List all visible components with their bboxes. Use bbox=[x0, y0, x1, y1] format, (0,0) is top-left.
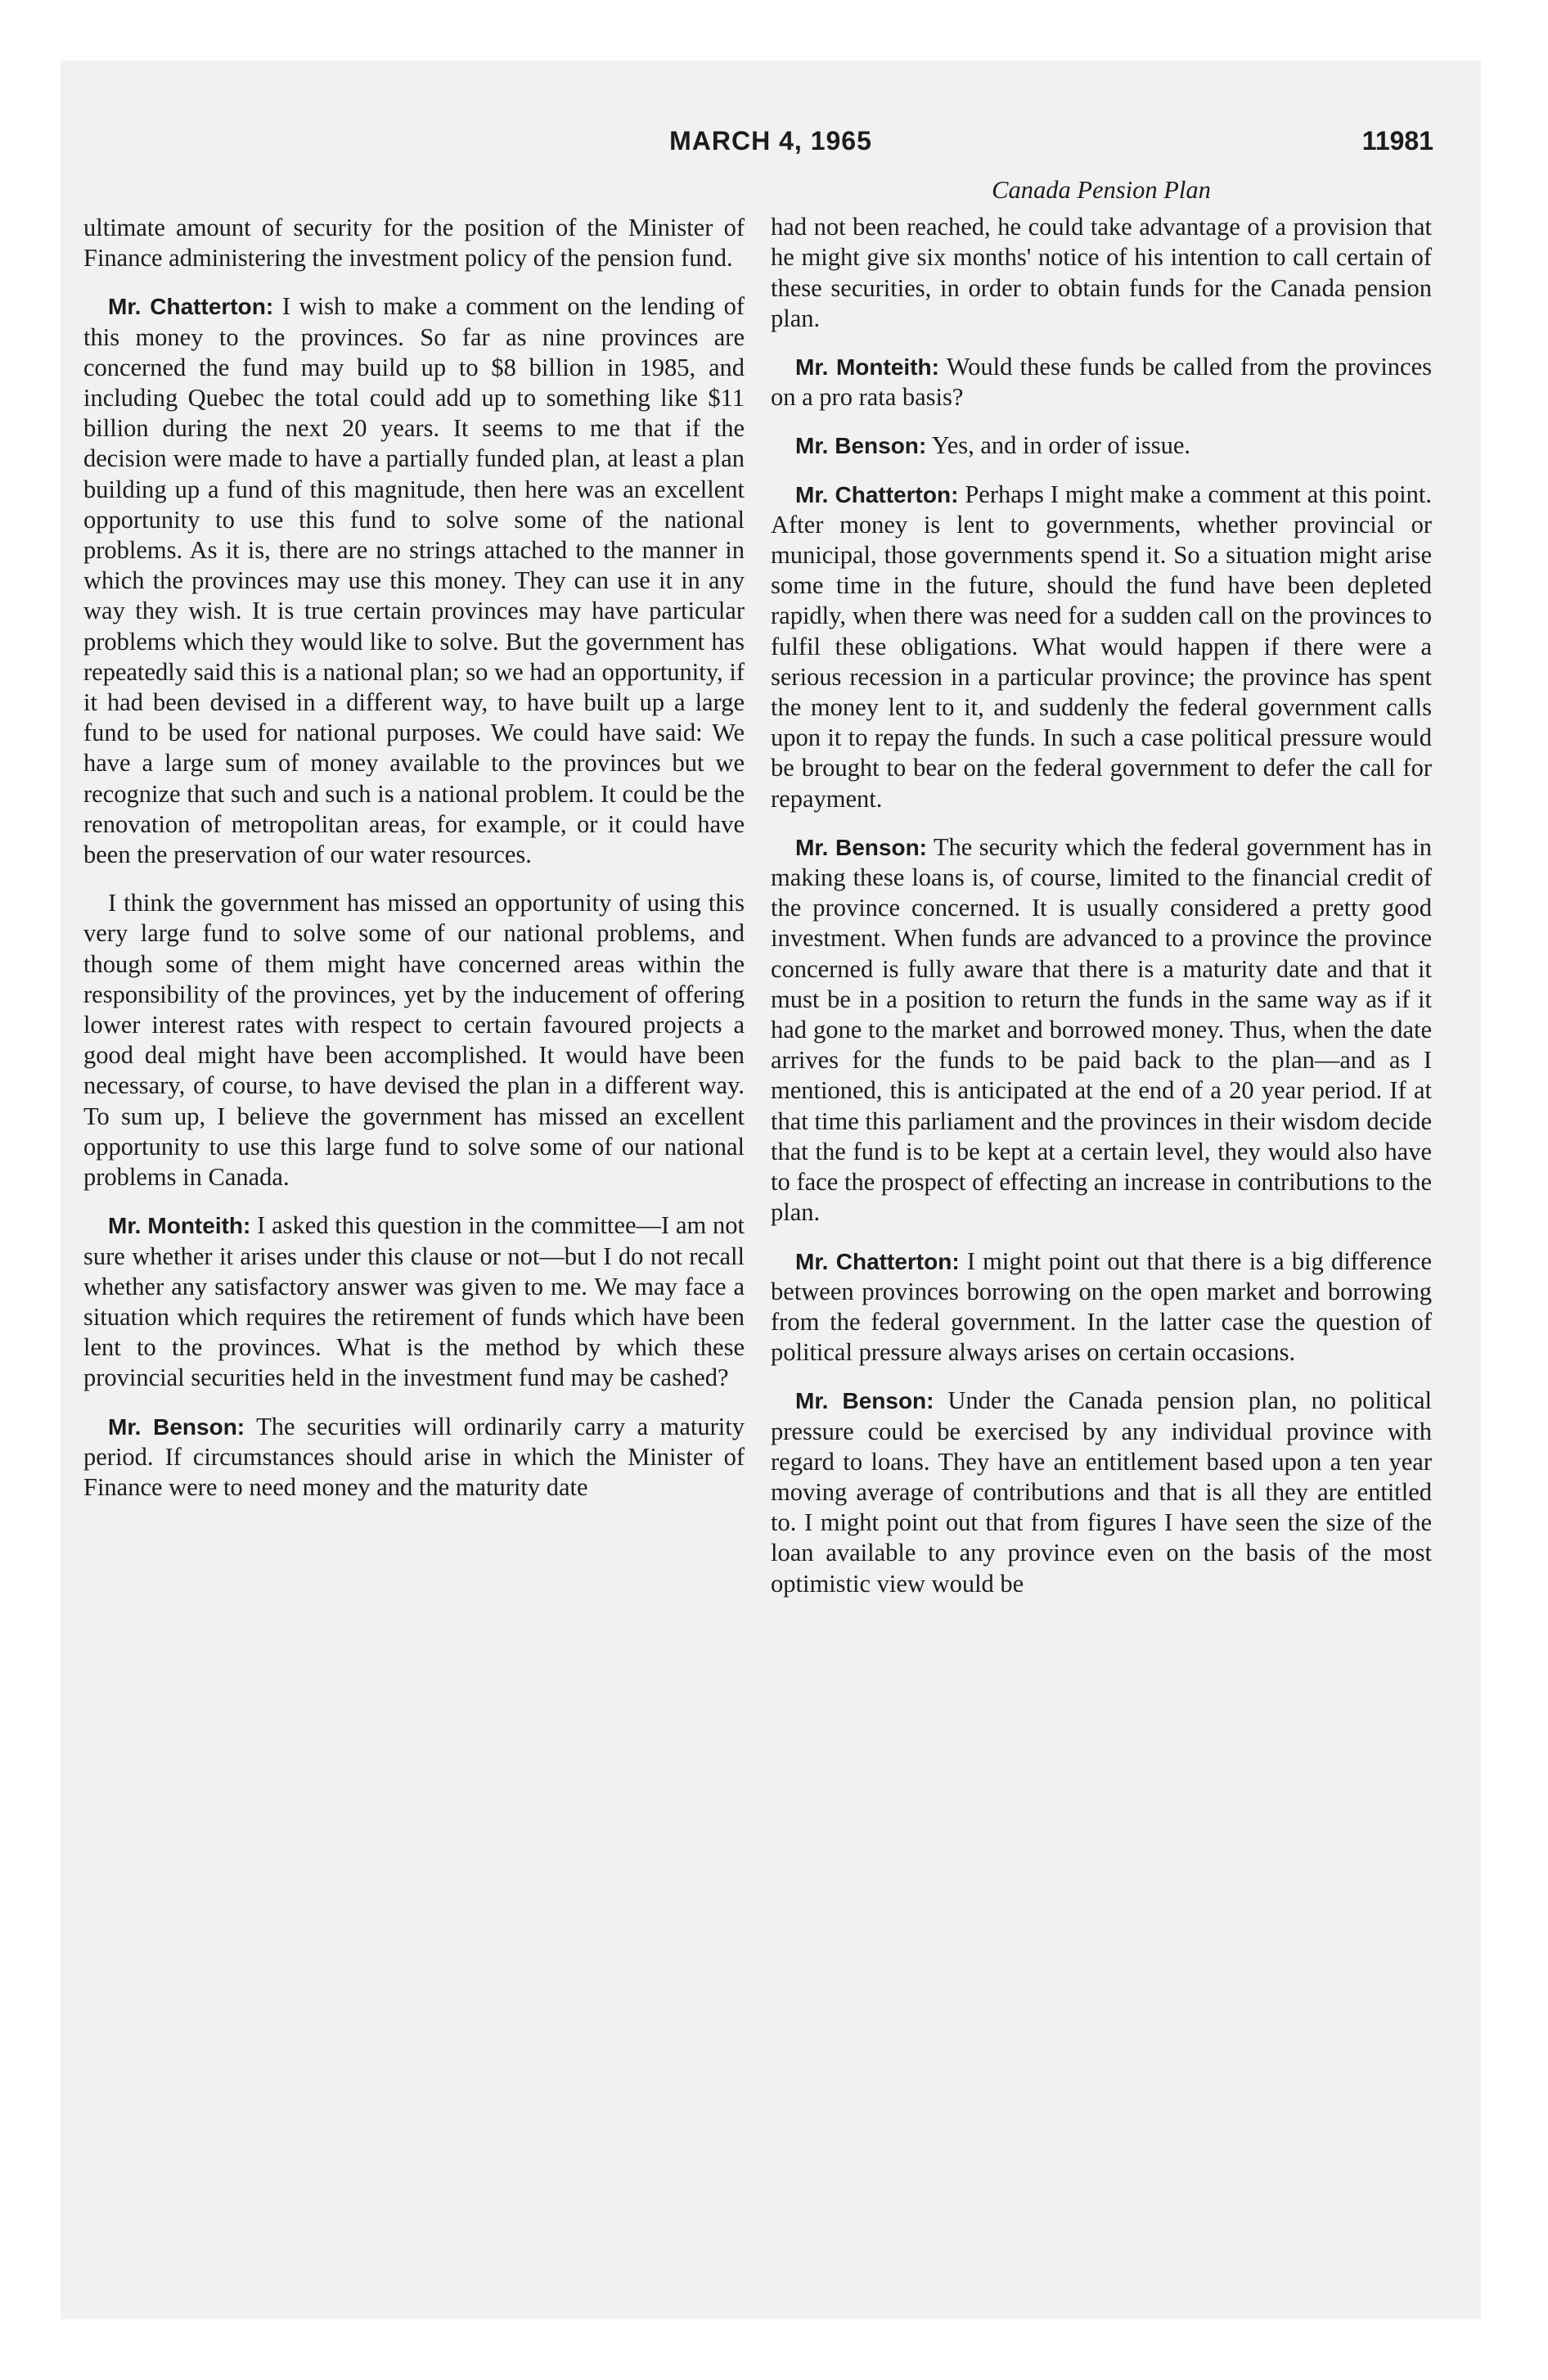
page-number: 11981 bbox=[1361, 126, 1433, 156]
speech-paragraph bbox=[771, 1246, 1432, 1368]
speaker-name: Mr. Monteith: bbox=[108, 1213, 251, 1239]
speaker-name: Mr. Benson: bbox=[795, 1388, 934, 1414]
speaker-name: Mr. Benson: bbox=[795, 834, 927, 860]
speech-paragraph bbox=[771, 430, 1432, 461]
hansard-page bbox=[61, 61, 1481, 2319]
speech-text: Yes, and in order of issue. bbox=[931, 431, 1191, 460]
running-title: Canada Pension Plan bbox=[992, 176, 1211, 204]
speech-text: Would these funds be called from the provinces on a pro rata basis? bbox=[771, 353, 1432, 412]
paragraph bbox=[83, 213, 745, 273]
speaker-name: Mr. Benson: bbox=[108, 1413, 245, 1440]
speech-text: I might point out that there is a big difference between provinces borrowing on the open market and borrowing from the federal government. In the latter case the question of political pressure always arises on certain occasions. bbox=[771, 1246, 1433, 1367]
speaker-name: Mr. Chatterton: bbox=[795, 481, 959, 507]
speaker-name: Mr. Benson: bbox=[795, 433, 927, 459]
paragraph bbox=[771, 212, 1432, 334]
speech-paragraph bbox=[771, 480, 1432, 814]
paragraph-text: ultimate amount of security for the position of the Minister of Finance administering the investment policy of the pension fund. bbox=[83, 214, 745, 273]
speech-text: I asked this question in the committee—I am not sure whether it arises under this clause or not—but I do not recall whether any satisfactory answer was given to me. We may face a situation which requires the retirement of funds which have been lent to the provinces. What is the method by which these provincial securities held in the investment fund may be cashed? bbox=[83, 1211, 745, 1392]
speech-text: I wish to make a comment on the lending of this money to the provinces. So far as nine provinces are concerned the fund may build up to $8 billion in 1985, and including Quebec the total could add up to something like $11 billion during the next 20 years. It seems to me that if the decision were made to have a partially funded plan, at least a plan building up a fund of this magnitude, then here was an excellent opportunity to use this fund to solve some of the national problems. As it is, there are no strings attached to the manner in which the provinces may use this money. They can use it in any way they wish. It is true certain provinces may have particular problems which they would like to solve. But the government has repeatedly said this is a national plan; so we had an opportunity, if it had been devised in a different way, to have built up a large fund to be used for national purposes. We could have said: We have a large sum of money available to the provinces but we recognize that such and such is a national problem. It could be the renovation of metropolitan areas, for example, or it could have been the preservation of our water resources. bbox=[83, 292, 745, 869]
paragraph-text: I think the government has missed an opportunity of using this very large fund to solve some of our national problems, and though some of them might have concerned areas within the responsibility of the provinces, yet by the inducement of offering lower interest rates with respect to certain favoured projects a good deal might have been accomplished. It would have been necessary, of course, to have devised the plan in a different way. To sum up, I believe the government has missed an excellent opportunity to use this large fund to solve some of our national problems in Canada. bbox=[83, 889, 745, 1192]
speech-paragraph bbox=[771, 352, 1432, 412]
paragraph-text: had not been reached, he could take advantage of a provision that he might give six months' notice of his intention to call certain of these securities, in order to obtain funds for the Canada pension plan. bbox=[771, 213, 1432, 332]
speech-paragraph bbox=[83, 291, 745, 870]
speaker-name: Mr. Chatterton: bbox=[108, 294, 274, 320]
page-header bbox=[61, 126, 1481, 167]
speech-paragraph bbox=[771, 832, 1432, 1228]
left-column bbox=[83, 213, 745, 1521]
speech-paragraph bbox=[83, 1412, 745, 1503]
speaker-name: Mr. Chatterton: bbox=[795, 1248, 960, 1274]
paragraph bbox=[83, 888, 745, 1192]
speech-text: The security which the federal government has in making these loans is, of course, limited to the financial credit of the province concerned. It is usually considered a pretty good investment. When funds are advanced to a province the province concerned is fully aware that there is a maturity date and that it must be in a position to return the funds in the same way as if it had gone to the market and borrowed money. Thus, when the date arrives for the funds to be paid back to the plan—and as I mentioned, this is anticipated at the end of a 20 year period. If at that time this parliament and the provinces in their wisdom decide that the fund is to be kept at a certain level, they would also have to face the prospect of effecting an increase in contributions to the plan. bbox=[771, 832, 1433, 1227]
speech-paragraph bbox=[771, 1386, 1432, 1598]
speech-text: The securities will ordinarily carry a maturity period. If circumstances should arise in which the Minister of Finance were to need money and the maturity date bbox=[83, 1412, 745, 1501]
right-column bbox=[771, 175, 1432, 1617]
speech-text: Perhaps I might make a comment at this point. After money is lent to governments, whether provincial or municipal, those governments spend it. So a situation might arise some time in the future, should the fund have been depleted rapidly, when there was need for a sudden call on the provinces to fulfil these obligations. What would happen if there were a serious recession in a particular province; the province has spent the money lent to it, and suddenly the federal government calls upon it to repay the funds. In such a case political pressure would be brought to bear on the federal government to defer the call for repayment. bbox=[771, 480, 1433, 813]
speech-text: Under the Canada pension plan, no political pressure could be exercised by any individual province with regard to loans. They have an entitlement based upon a ten year moving average of contributions and that is all they are entitled to. I might point out that from figures I have seen the size of the loan available to any province even on the basis of the most optimistic view would be bbox=[771, 1386, 1432, 1598]
page-date: MARCH 4, 1965 bbox=[669, 126, 872, 156]
speech-paragraph bbox=[83, 1210, 745, 1393]
speaker-name: Mr. Monteith: bbox=[795, 354, 939, 381]
